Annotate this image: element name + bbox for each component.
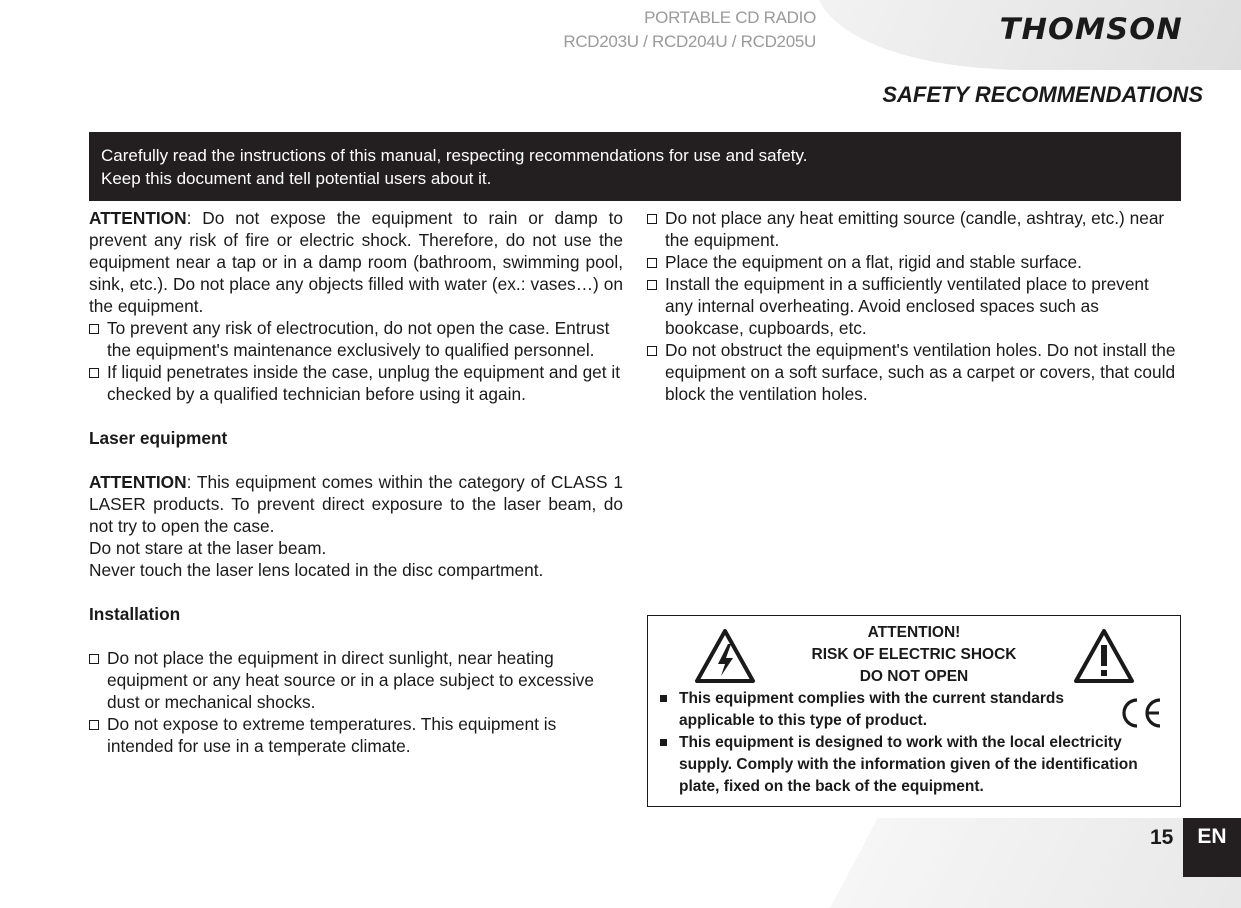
checkbox-bullet-icon (89, 368, 99, 378)
square-bullet-icon (660, 695, 667, 702)
left-column (89, 207, 623, 757)
section-title: SAFETY RECOMMENDATIONS (882, 82, 1203, 107)
list-item: Place the equipment on a flat, rigid and stable surface. (647, 251, 1181, 273)
product-type: PORTABLE CD RADIO (644, 8, 816, 27)
right-column (647, 207, 1181, 405)
checkbox-bullet-icon (647, 258, 657, 268)
laser-text: : This equipment comes within the category of CLASS 1 LASER products. To prevent direct exposure to the laser beam, do not try to open the case. (89, 472, 623, 536)
warning-title-3: DO NOT OPEN (859, 668, 969, 685)
checkbox-bullet-icon (89, 720, 99, 730)
laser-heading: Laser equipment (89, 428, 228, 448)
brand-logo: THOMSON (999, 12, 1183, 46)
list-item: Do not place any heat emitting source (candle, ashtray, etc.) near the equipment. (647, 207, 1181, 251)
list-item: To prevent any risk of electrocution, do not open the case. Entrust the equipment's maintenance exclusively to qualified personnel. (89, 317, 623, 361)
laser-line-2: Do not stare at the laser beam. (89, 538, 327, 558)
attention-paragraph (89, 207, 623, 317)
ce-mark-icon (1118, 696, 1164, 730)
laser-attention-keyword: ATTENTION (89, 472, 187, 492)
installation-heading: Installation (89, 604, 181, 624)
footer-decoration (830, 818, 1241, 908)
compliance-list (660, 688, 1165, 798)
checkbox-bullet-icon (89, 324, 99, 334)
checkbox-bullet-icon (89, 654, 99, 664)
warning-title-2: RISK OF ELECTRIC SHOCK (811, 646, 1017, 663)
intro-line-2: Keep this document and tell potential users about it. (101, 169, 492, 188)
list-item: This equipment is designed to work with the local electricity supply. Comply with the information given of the identification plate, fixed on the back of the equipment. (660, 732, 1165, 798)
laser-line-3: Never touch the laser lens located in the disc compartment. (89, 560, 544, 580)
attention-keyword: ATTENTION (89, 208, 187, 228)
page-number: 15 (1150, 826, 1174, 849)
installation-list (89, 647, 623, 757)
list-item: Do not expose to extreme temperatures. This equipment is intended for use in a temperate climate. (89, 713, 623, 757)
list-item: Do not obstruct the equipment's ventilation holes. Do not install the equipment on a soft surface, such as a carpet or covers, that could block the ventilation holes. (647, 339, 1181, 405)
electrocution-list (89, 317, 623, 405)
warning-title-1: ATTENTION! (867, 624, 961, 641)
list-item: If liquid penetrates inside the case, unplug the equipment and get it checked by a qualified technician before using it again. (89, 361, 623, 405)
list-item: This equipment complies with the current standards applicable to this type of product. (660, 688, 1165, 732)
model-numbers: RCD203U / RCD204U / RCD205U (563, 32, 816, 51)
placement-list (647, 207, 1181, 405)
intro-banner (89, 132, 1181, 201)
checkbox-bullet-icon (647, 280, 657, 290)
checkbox-bullet-icon (647, 214, 657, 224)
checkbox-bullet-icon (647, 346, 657, 356)
language-badge: EN (1183, 818, 1241, 877)
square-bullet-icon (660, 739, 667, 746)
list-item: Do not place the equipment in direct sunlight, near heating equipment or any heat source or in a place subject to excessive dust or mechanical shocks. (89, 647, 623, 713)
intro-line-1: Carefully read the instructions of this manual, respecting recommendations for use and safety. (101, 146, 808, 165)
exclamation-warning-icon (1073, 628, 1135, 684)
attention-text: : Do not expose the equipment to rain or damp to prevent any risk of fire or electric shock. Therefore, do not use the equipment near a tap or in a damp room (bathroom, swimming pool, sink, etc.). Do not place any objects filled with water (ex.: vases…) on the equipment. (89, 208, 623, 316)
laser-paragraph (89, 471, 623, 537)
list-item: Install the equipment in a sufficiently ventilated place to prevent any internal overheating. Avoid enclosed spaces such as bookcase, cupboards, etc. (647, 273, 1181, 339)
warning-box (647, 615, 1181, 807)
